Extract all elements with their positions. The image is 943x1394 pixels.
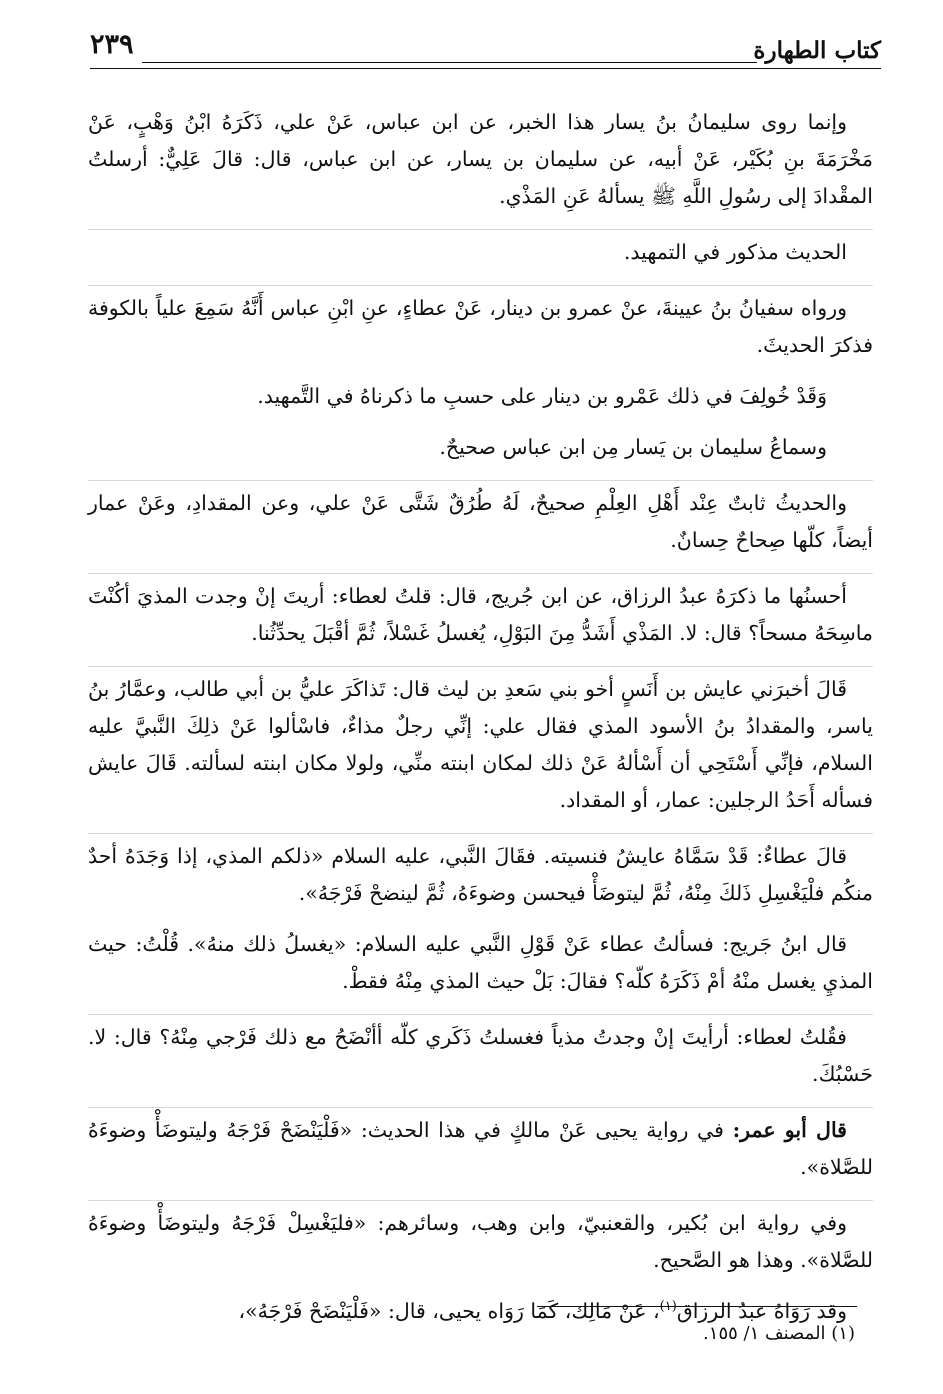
paragraph: ورواه سفيانُ بنُ عيينةَ، عنْ عمرو بن دينار، عَنْ عطاءٍ، عنِ ابْنِ عباس أَنَّهُ سَمِعَ علياً بالكوفة فذكرَ الحديثَ. (88, 285, 873, 369)
paragraph: قال ابنُ جَريج: فسألتُ عطاء عَنْ قَوْلِ النَّبي عليه السلام: «يغسلُ ذلك منهُ». قُلْتُ: حيث المذيِ يغسل منْهُ أمْ ذَكَرَهُ كلّه؟ فقالَ: بَلْ حيث المذي مِنْهُ فقطْ. (88, 932, 873, 993)
paragraph: أحسنُها ما ذكرَهُ عبدُ الرزاق، عن ابن جُريج، قال: قلتُ لعطاء: أريتَ إنْ وجدت المذيَ أكُنْتَ ماسِحَهُ مسحاً؟ قال: لا. المَذْي أَشَدُّ مِنَ البَوْلِ، يُغسلُ غَسْلاً، ثُمَّ أقْبَلَ يحدِّثُنا. (88, 573, 873, 657)
footnote: (١) المصنف ١/ ١٥٥. (703, 1323, 855, 1344)
paragraph (88, 1107, 873, 1191)
footnote-marker: (١) (659, 1299, 677, 1315)
speaker-label: قال أبو عمر: (732, 1118, 847, 1142)
paragraph: وفي رواية ابن بُكير، والقعنبيّ، وابن وهب، وسائرهم: «فليَغْسِلْ فَرْجَهُ وليتوضَأْ وضوءَهُ للصَّلاة». وهذا هو الصَّحيح. (88, 1200, 873, 1284)
paragraph: قَالَ أخبرَني عايش بن أَنَسٍ أخو بني سَعدِ بن ليث قال: تَذاكَرَ عليُّ بن أبي طالب، وعمَّارُ بنُ ياسر، والمقدادُ بنُ الأسود المذي فقال علي: إنِّي رجلٌ مذاءٌ، فاسْألوا عَنْ ذلِكَ النَّبيَّ عليه السلام، فإنِّي أَسْتَحِي أن أَسْألهُ عَنْ ذلك لمكان ابنته منِّي، ولولا مكان ابنته لسألته. قَالَ عايش فسأله أَحَدُ الرجلين: عمار، أو المقداد. (88, 666, 873, 824)
paragraph: الحديث مذكور في التمهيد. (88, 229, 873, 276)
header-divider-line (142, 62, 757, 63)
page-header (90, 22, 881, 72)
page-number: ٢٣٩ (90, 29, 134, 60)
header-rule (90, 68, 881, 69)
paragraph: وإنما روى سليمانُ بنُ يسار هذا الخبر، عن ابن عباس، عَنْ علي، ذَكَرَهُ ابْنُ وَهْبٍ، عَنْ مَخْرَمَةَ بنِ بُكَيْر، عَنْ أبيه، عن سليمان بن يسار، عن ابن عباس، قال: قالَ عَلِيٌّ: أرسلتُ المقْدادَ إلى رسُولِ اللَّهِ ﷺ يسألهُ عَنِ المَذْي. (88, 110, 873, 208)
paragraph: قالَ عطاءٌ: قَدْ سَمَّاهُ عايشُ فنسيته. فقَالَ النَّبي، عليه السلام «ذلكم المذي، إذا وَجَدَهُ أحدٌ منكُم فلْيَغْسِلِ ذَلكَ مِنْهُ، ثُمَّ ليتوضَأْ فيحسن وضوءَهُ، ثُمَّ لينضحْ فَرْجَهُ». (88, 833, 873, 917)
paragraph: وسماعُ سليمان بن يَسار مِن ابن عباس صحيحٌ. (439, 435, 827, 459)
main-text (88, 104, 873, 1344)
paragraph: فقُلتُ لعطاء: أرأيتَ إنْ وجدتُ مذياً فغسلتُ ذَكَري كلّه أأنْضَحُ مع ذلك فَرْجي مِنْهُ؟ قال: لا. حَسْبُكَ. (88, 1014, 873, 1098)
paragraph-connector: ، عَنْ (618, 1299, 660, 1323)
running-title: كتاب الطهارة (753, 37, 881, 64)
paragraph: وَقَدْ خُولِفَ في ذلك عَمْرو بن دينار على حسبِ ما ذكرناهُ في التَّمهيد. (257, 384, 827, 408)
paragraph-text: مَالِك، كَمَا رَوَاه يحيى، قال: «فَلْيَنْضَحْ فَرْجَهُ»، (238, 1299, 613, 1323)
paragraph-text-lead: وقد رَوَاهُ عبدُ الرزاق (676, 1299, 847, 1323)
paragraph: والحديثُ ثابتٌ عِنْد أَهْلِ العِلْمِ صحيحٌ، لَهُ طُرُقٌ شَتَّى عَنْ علي، وعن المقدادِ، وعَنْ عمار أيضاً، كلّها صِحاحٌ حِسانٌ. (88, 480, 873, 564)
footnote-divider (537, 1306, 857, 1307)
paragraph-text: في رواية يحيى عَنْ مالكٍ في هذا الحديث: «فَلْيَنْضَحْ فَرْجَهُ وليتوضَأْ وضوءَهُ للصَّلاة». (88, 1118, 873, 1179)
